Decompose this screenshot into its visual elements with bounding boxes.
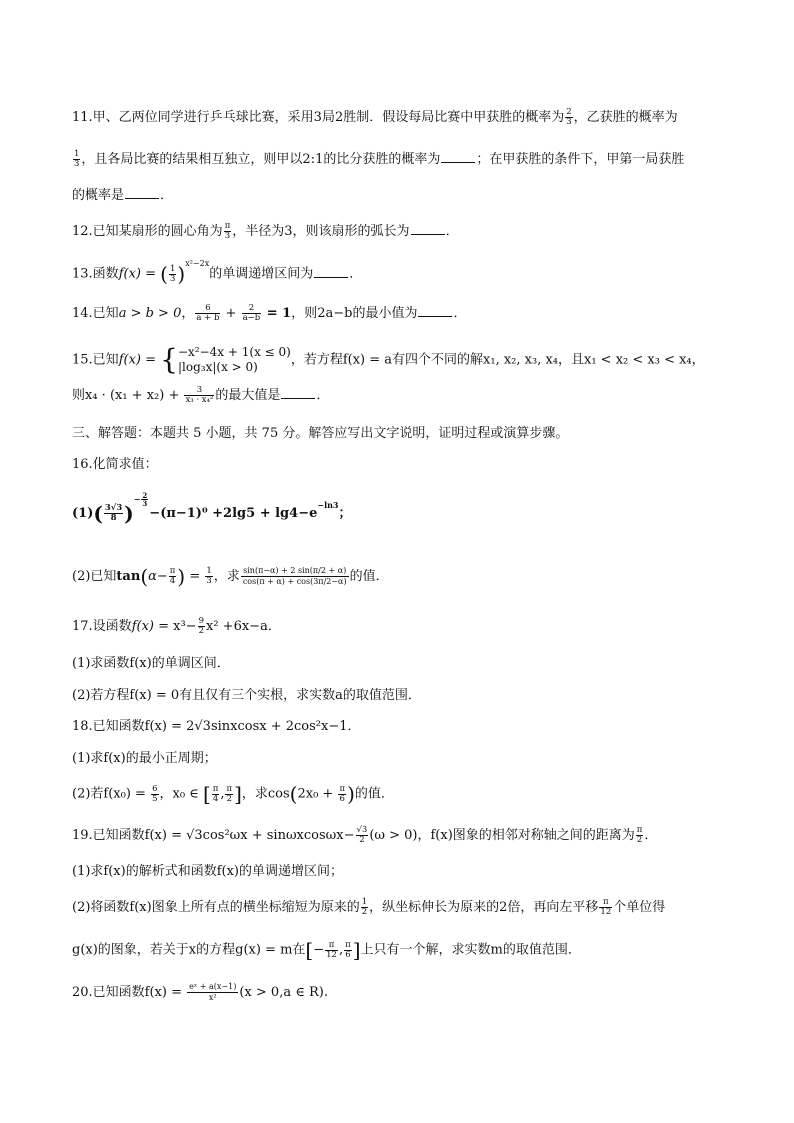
paren: ) — [177, 564, 186, 589]
q20-text: (x > 0,a ∈ R). — [239, 985, 328, 1000]
q19-text: ，纵坐标伸长为原来的2倍，再向左平移 — [369, 900, 599, 915]
q18-text: ，求cos — [241, 786, 290, 802]
q15-text: ． — [316, 388, 330, 403]
case-2: |log₃x|(x > 0) — [177, 360, 258, 374]
fraction: $\frac{3}{\text{x₃ · x₄²}}$ — [185, 385, 214, 405]
q14-text: 14.已知 — [72, 306, 119, 321]
paren: ( — [93, 501, 103, 526]
q14-plus: + — [221, 306, 241, 321]
q19-text: 上只有一个解，求实数m的取值范围． — [360, 942, 581, 958]
fraction: $\frac{2}{a-b}$ — [242, 303, 261, 323]
fraction: $\frac{\text{eˣ + a(x−1)}}{\text{x²}}$ — [189, 982, 237, 1002]
piecewise-cases — [178, 345, 291, 375]
q18-line: 18.已知函数f(x) = 2√3sinxcosx + 2cos²x−1． — [72, 719, 361, 734]
q12-line — [72, 222, 459, 242]
part-label: (1) — [72, 505, 94, 521]
q15-text: ，若方程f(x) = a有四个不同的解x₁, x₂, x₃, x₄，且x₁ < x₂ < x₃ < x₄， — [290, 352, 705, 368]
fraction: $\frac{\pi}{4}$ — [169, 566, 176, 586]
q18-part1: (1)求f(x)的最小正周期； — [72, 751, 217, 766]
answer-blank[interactable] — [281, 386, 315, 399]
q12-text: ． — [445, 224, 459, 239]
fraction: $\frac{9}{2}$ — [198, 616, 204, 636]
q19-line — [72, 826, 657, 846]
q11-text: ． — [160, 188, 174, 203]
fraction: $\frac{1}{2}$ — [361, 897, 368, 917]
bracket: ] — [234, 782, 242, 806]
answer-blank[interactable] — [418, 304, 452, 317]
q17-text: 17.设函数 — [72, 619, 132, 634]
case-1: −x²−4x + 1(x ≤ 0) — [177, 345, 291, 359]
q11-line3 — [72, 186, 173, 206]
q18-text: ，x₀ ∈ — [159, 786, 203, 802]
q14-eq: = 1 — [262, 306, 292, 321]
q14-text: ． — [453, 306, 467, 321]
q14-comma: ， — [181, 306, 195, 321]
q19-text: 个单位得 — [613, 900, 666, 915]
q13-text: 13.函数 — [72, 266, 119, 282]
fraction: $\frac{3√3}{8}$ — [104, 502, 123, 523]
fraction: $\frac{\pi}{2}$ — [226, 783, 233, 804]
inner: α− — [148, 569, 168, 584]
tan-fn: tan — [116, 569, 141, 584]
q11-line1 — [72, 108, 678, 128]
q11-text: 11.甲、乙两位同学进行乒乓球比赛，采用3局2胜制．假设每局比赛中甲获胜的概率为 — [72, 110, 565, 125]
q16-text: ，求 — [213, 569, 240, 584]
q12-text: 12.已知某扇形的圆心角为 — [72, 224, 223, 239]
eq: = — [185, 569, 205, 584]
inner: 2x₀ + — [297, 786, 338, 802]
q16-expr: −(π−1)⁰ +2lg5 + lg4−e — [149, 505, 318, 521]
q17-line — [72, 617, 281, 637]
q16-part2 — [72, 566, 389, 587]
eq: = x³− — [153, 619, 197, 634]
fraction: $\frac{\pi}{2}$ — [636, 825, 643, 845]
q15-line2 — [72, 386, 329, 406]
q13-line — [72, 259, 363, 286]
paren: ( — [160, 262, 168, 286]
paren: ( — [289, 782, 298, 806]
fraction: $\frac{\pi}{4}$ — [212, 783, 219, 804]
q19-part2 — [72, 898, 665, 918]
q11-text: ；在甲获胜的条件下，甲第一局获胜 — [476, 152, 685, 167]
answer-blank[interactable] — [411, 222, 445, 235]
fraction: $\frac{\pi}{12}$ — [326, 939, 337, 960]
q19-text: (2)将函数f(x)图象上所有点的横坐标缩短为原来的 — [72, 900, 360, 915]
q20-text: 20.已知函数f(x) = — [72, 985, 187, 1000]
bracket: [ — [202, 782, 211, 806]
q15-text: 的最大值是 — [215, 388, 281, 403]
fraction: $\frac{\pi}{6}$ — [339, 783, 346, 804]
q19-part2-line2: g(x)的图象，若关于x的方程g(x) = m在[− $\frac{\pi}{12}$ , $\frac{\pi}{6}$ ]上只有一个解，求实数m的取值范围． — [72, 938, 581, 962]
q13-eq: = — [140, 266, 161, 282]
brace: { — [160, 343, 178, 376]
q15-eq: = — [140, 352, 161, 368]
q19-text: 19.已知函数f(x) = √3cos²ωx + sinωxcosωx− — [72, 828, 355, 843]
q16-title: 16.化简求值： — [72, 457, 158, 472]
q14-line — [72, 304, 467, 324]
fraction: $\frac{2}{3}$ — [566, 107, 572, 127]
fraction: $\frac{\pi}{3}$ — [224, 221, 231, 241]
q17-func: f(x) — [131, 619, 154, 634]
fraction: $\frac{6}{a + b}$ — [196, 303, 220, 323]
section-heading: 三、解答题：本题共 5 小题，共 75 分。解答应写出文字说明，证明过程或演算步骤。 — [72, 426, 569, 441]
bracket: ] — [352, 938, 361, 962]
q11-line2 — [72, 150, 684, 170]
fraction: $\frac{1}{3}$ — [206, 566, 212, 586]
part-label: (2)已知 — [72, 569, 117, 584]
q19-text: g(x)的图象，若关于x的方程g(x) = m在 — [72, 942, 306, 958]
q11-text: 的概率是 — [72, 188, 125, 203]
q16-text: 的值． — [349, 569, 389, 584]
fraction: $\frac{√3}{2}$ — [356, 825, 368, 845]
q11-text: ，乙获胜的概率为 — [573, 110, 678, 125]
answer-blank[interactable] — [125, 186, 159, 199]
q17-part1: (1)求函数f(x)的单调区间． — [72, 656, 230, 671]
q19-text: ． — [644, 828, 658, 843]
paren: ) — [177, 262, 186, 286]
q16-semicolon: ； — [338, 505, 352, 521]
q15-line1 — [72, 345, 705, 375]
q18-text: 的值． — [354, 786, 394, 802]
paren: ) — [347, 782, 355, 806]
fraction: $\frac{6}{5}$ — [152, 783, 158, 804]
q17-part2: (2)若方程f(x) = 0有且仅有三个实根，求实数a的取值范围． — [72, 688, 421, 703]
q20-line — [72, 982, 328, 1003]
q14-cond: a > b > 0 — [118, 306, 182, 321]
paren: ( — [140, 564, 149, 589]
big-fraction: $\frac{\sin(\pi-\alpha) + 2 \sin(\pi/2 + \alpha)}{\cos(\pi + \alpha) + \cos(3\pi/2-\alpha)}$ — [242, 566, 347, 586]
bracket: [ — [305, 938, 314, 962]
q13-func: f(x) — [118, 266, 141, 282]
q14-text: ，则2a−b的最小值为 — [291, 306, 418, 321]
fraction: $\frac{1}{3}$ — [169, 263, 176, 284]
q18-text: (2)若f(x₀) = — [72, 786, 151, 802]
answer-blank[interactable] — [314, 265, 348, 278]
q15-text: 15.已知 — [72, 352, 119, 368]
paren: ) — [124, 501, 134, 526]
fraction: $\frac{\pi}{6}$ — [345, 939, 351, 960]
exponent: − 2 3 — [133, 491, 148, 508]
q16-part1 — [72, 491, 352, 526]
q11-text: ，且各局比赛的结果相互独立，则甲以2:1的比分获胜的概率为 — [81, 152, 441, 167]
q15-text: 则x₄ · (x₁ + x₂) + — [72, 388, 184, 403]
q17-expr: x² +6x−a． — [206, 619, 281, 634]
answer-blank[interactable] — [441, 150, 475, 163]
q13-text: 的单调递增区间为 — [209, 266, 314, 282]
q13-text: ． — [349, 266, 363, 282]
q19-text: (ω > 0)，f(x)图象的相邻对称轴之间的距离为 — [369, 828, 635, 843]
q12-text: ，半径为3，则该扇形的弧长为 — [232, 224, 410, 239]
fraction: $\frac{1}{3}$ — [74, 149, 80, 169]
q18-part2: (2)若f(x₀) = $\frac{6}{5}$ ，x₀ ∈ [ $\frac{\pi}{4}$ , $\frac{\pi}{2}$ ]，求cos(2x₀ + $\frac{\pi}{6}$ )的值． — [72, 782, 394, 806]
exponent: −ln3 — [317, 499, 339, 510]
q15-func: f(x) — [118, 352, 141, 368]
exponent: x²−2x — [185, 259, 210, 269]
fraction: $\frac{\pi}{12}$ — [600, 897, 612, 917]
q19-part1: (1)求f(x)的解析式和函数f(x)的单调递增区间； — [72, 864, 343, 879]
